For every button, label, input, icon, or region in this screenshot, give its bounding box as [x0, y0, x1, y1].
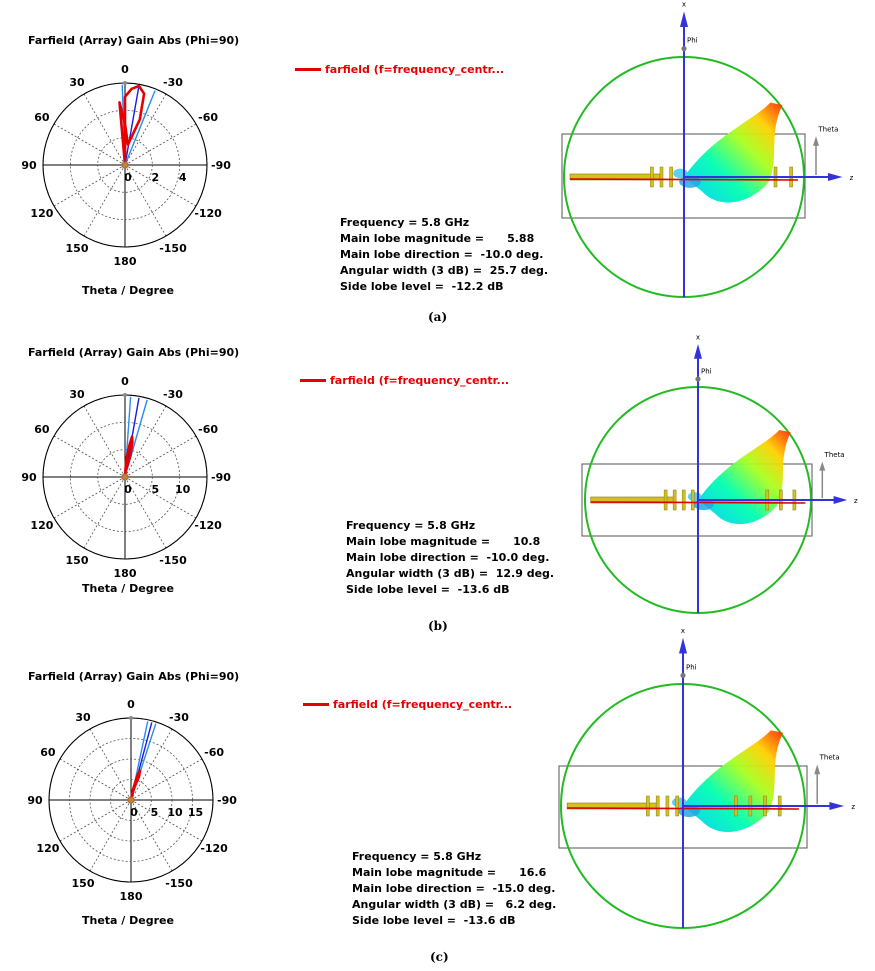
stat-angular-width: Angular width (3 dB) = 6.2 deg. — [352, 898, 557, 911]
3d-pattern — [550, 0, 870, 310]
legend-label: farfield (f=frequency_centr... — [330, 374, 510, 387]
angle-tick-label: 30 — [69, 75, 85, 89]
array-element — [673, 490, 676, 510]
phi-marker — [680, 673, 685, 678]
polar-center-marker — [122, 474, 128, 480]
polar-top-marker — [123, 81, 127, 85]
stat-frequency: Frequency = 5.8 GHz — [346, 519, 476, 532]
radial-tick-label: 5 — [150, 806, 159, 819]
farfield-stats — [352, 849, 556, 929]
array-element — [666, 796, 669, 816]
grid-spoke — [84, 477, 125, 548]
polar-chart-title: Farfield (Array) Gain Abs (Phi=90) — [28, 34, 240, 47]
angle-tick-label: -90 — [211, 471, 231, 484]
angle-tick-label: 150 — [71, 877, 95, 891]
panel-c — [0, 626, 875, 971]
angle-tick-label: 0 — [121, 375, 129, 389]
angle-tick-label: 90 — [27, 794, 43, 807]
x-axis-arrow — [679, 638, 687, 654]
radial-tick-label: 2 — [151, 171, 160, 184]
stat-frequency: Frequency = 5.8 GHz — [340, 216, 470, 229]
angle-tick-label: -30 — [169, 710, 189, 724]
polar-center-marker — [128, 797, 134, 803]
angle-tick-label: 60 — [34, 111, 50, 125]
array-element — [691, 490, 694, 510]
radial-tick-label: 15 — [187, 806, 204, 819]
angle-tick-label: -60 — [204, 746, 225, 760]
stat-side-lobe-level: Side lobe level = -12.2 dB — [340, 280, 504, 293]
angle-tick-label: -150 — [159, 242, 187, 256]
legend — [300, 370, 510, 387]
phi-marker — [695, 376, 700, 381]
angle-tick-label: -120 — [200, 841, 228, 855]
phi-marker — [681, 46, 686, 51]
polar-chart-title: Farfield (Array) Gain Abs (Phi=90) — [28, 670, 240, 683]
panel-a — [0, 0, 875, 325]
array-element — [656, 796, 659, 816]
legend — [295, 59, 505, 76]
theta-arrow-head — [819, 462, 825, 471]
stat-angular-width: Angular width (3 dB) = 12.9 deg. — [346, 567, 555, 580]
angle-tick-label: 60 — [34, 423, 50, 437]
3d-pattern — [553, 626, 863, 938]
z-axis-arrow — [829, 802, 844, 810]
theta-arrow-head — [814, 765, 820, 775]
stat-main-lobe-magnitude: Main lobe magnitude = 5.88 — [340, 232, 535, 245]
array-element — [676, 796, 679, 816]
z-axis-arrow — [828, 173, 842, 181]
legend-swatch — [300, 379, 326, 382]
polar-center-marker — [122, 162, 128, 168]
x-axis-label: x — [680, 626, 686, 635]
theta-arrow-head — [813, 136, 819, 146]
angle-tick-label: 120 — [30, 206, 54, 220]
theta-label: Theta — [824, 451, 845, 460]
radial-tick-label: 0 — [124, 171, 132, 184]
angle-tick-label: 120 — [36, 841, 60, 855]
stat-main-lobe-direction: Main lobe direction = -10.0 deg. — [346, 551, 550, 564]
array-element — [660, 167, 663, 187]
angle-tick-label: 180 — [113, 566, 137, 580]
angle-tick-label: 0 — [127, 698, 135, 712]
grid-spoke — [60, 800, 131, 841]
beam-direction-line — [125, 90, 155, 165]
angle-tick-label: 90 — [21, 159, 37, 172]
panel-caption: (b) — [428, 619, 448, 633]
polar-chart — [10, 55, 240, 275]
radial-tick-label: 0 — [130, 806, 138, 819]
radial-tick-label: 4 — [178, 171, 187, 184]
angle-tick-label: 60 — [40, 746, 56, 760]
polar-axis-label: Theta / Degree — [82, 914, 174, 927]
farfield-series-line — [125, 437, 132, 477]
radial-tick-label: 10 — [175, 483, 191, 496]
radial-tick-label: 0 — [124, 483, 132, 496]
angle-tick-label: 150 — [65, 554, 89, 568]
legend-label: farfield (f=frequency_centr... — [325, 63, 505, 76]
stat-main-lobe-magnitude: Main lobe magnitude = 10.8 — [346, 535, 541, 548]
radiation-lobe — [683, 730, 783, 832]
angle-tick-label: 180 — [119, 889, 143, 903]
radiation-lobe — [698, 430, 791, 524]
angle-tick-label: 150 — [65, 242, 89, 256]
grid-spoke — [54, 165, 125, 206]
grid-spoke — [60, 759, 131, 800]
x-axis-label: x — [681, 0, 687, 9]
stat-frequency: Frequency = 5.8 GHz — [352, 850, 482, 863]
stat-side-lobe-level: Side lobe level = -13.6 dB — [346, 583, 510, 596]
angle-tick-label: 30 — [75, 710, 91, 724]
array-element — [646, 796, 649, 816]
grid-spoke — [131, 729, 172, 800]
angle-tick-label: -120 — [194, 206, 222, 220]
stat-main-lobe-direction: Main lobe direction = -15.0 deg. — [352, 882, 556, 895]
x-axis-arrow — [680, 11, 688, 27]
z-axis-label: z — [851, 803, 856, 811]
polar-axis-label: Theta / Degree — [82, 284, 174, 297]
array-element — [670, 167, 673, 187]
angle-tick-label: -60 — [198, 423, 219, 437]
polar-top-marker — [123, 393, 127, 397]
angle-tick-label: 120 — [30, 518, 54, 532]
z-axis-label: z — [853, 497, 858, 505]
farfield-stats — [346, 518, 554, 598]
phi-label: Phi — [687, 36, 698, 45]
angle-tick-label: 180 — [113, 254, 137, 268]
3d-pattern — [570, 333, 870, 615]
array-element — [664, 490, 667, 510]
stat-main-lobe-magnitude: Main lobe magnitude = 16.6 — [352, 866, 547, 879]
farfield-stats — [340, 215, 548, 295]
x-axis-arrow — [694, 344, 702, 359]
stat-side-lobe-level: Side lobe level = -13.6 dB — [352, 914, 516, 927]
polar-top-marker — [129, 716, 133, 720]
phi-label: Phi — [686, 663, 697, 672]
angle-tick-label: -60 — [198, 111, 219, 125]
polar-chart — [10, 367, 240, 587]
z-axis-label: z — [849, 174, 854, 182]
polar-chart — [16, 690, 246, 910]
angle-tick-label: -90 — [217, 794, 237, 807]
theta-label: Theta — [818, 125, 839, 134]
angle-tick-label: -150 — [165, 877, 193, 891]
grid-spoke — [54, 477, 125, 518]
grid-spoke — [54, 436, 125, 477]
polar-chart-title: Farfield (Array) Gain Abs (Phi=90) — [28, 346, 240, 359]
x-axis-label: x — [695, 333, 701, 342]
radial-tick-label: 5 — [151, 483, 160, 496]
legend-swatch — [303, 703, 329, 706]
panel-b — [0, 330, 875, 640]
theta-label: Theta — [819, 753, 840, 762]
grid-spoke — [90, 729, 131, 800]
radial-tick-label: 10 — [167, 806, 183, 819]
array-element — [650, 167, 653, 187]
stat-angular-width: Angular width (3 dB) = 25.7 deg. — [340, 264, 549, 277]
stat-main-lobe-direction: Main lobe direction = -10.0 deg. — [340, 248, 544, 261]
legend — [303, 694, 513, 711]
legend-label: farfield (f=frequency_centr... — [333, 698, 513, 711]
angle-tick-label: -150 — [159, 554, 187, 568]
grid-spoke — [54, 124, 125, 165]
polar-axis-label: Theta / Degree — [82, 582, 174, 595]
angle-tick-label: 90 — [21, 471, 37, 484]
angle-tick-label: 0 — [121, 63, 129, 77]
array-element — [682, 490, 685, 510]
angle-tick-label: 30 — [69, 387, 85, 401]
panel-caption: (c) — [430, 950, 449, 964]
angle-tick-label: -30 — [163, 75, 183, 89]
angle-tick-label: -30 — [163, 387, 183, 401]
panel-caption: (a) — [428, 310, 448, 324]
z-axis-arrow — [834, 496, 848, 504]
phi-label: Phi — [701, 367, 712, 376]
radiation-lobe — [684, 103, 782, 203]
legend-swatch — [295, 68, 321, 71]
angle-tick-label: -90 — [211, 159, 231, 172]
grid-spoke — [84, 406, 125, 477]
grid-spoke — [84, 165, 125, 236]
angle-tick-label: -120 — [194, 518, 222, 532]
